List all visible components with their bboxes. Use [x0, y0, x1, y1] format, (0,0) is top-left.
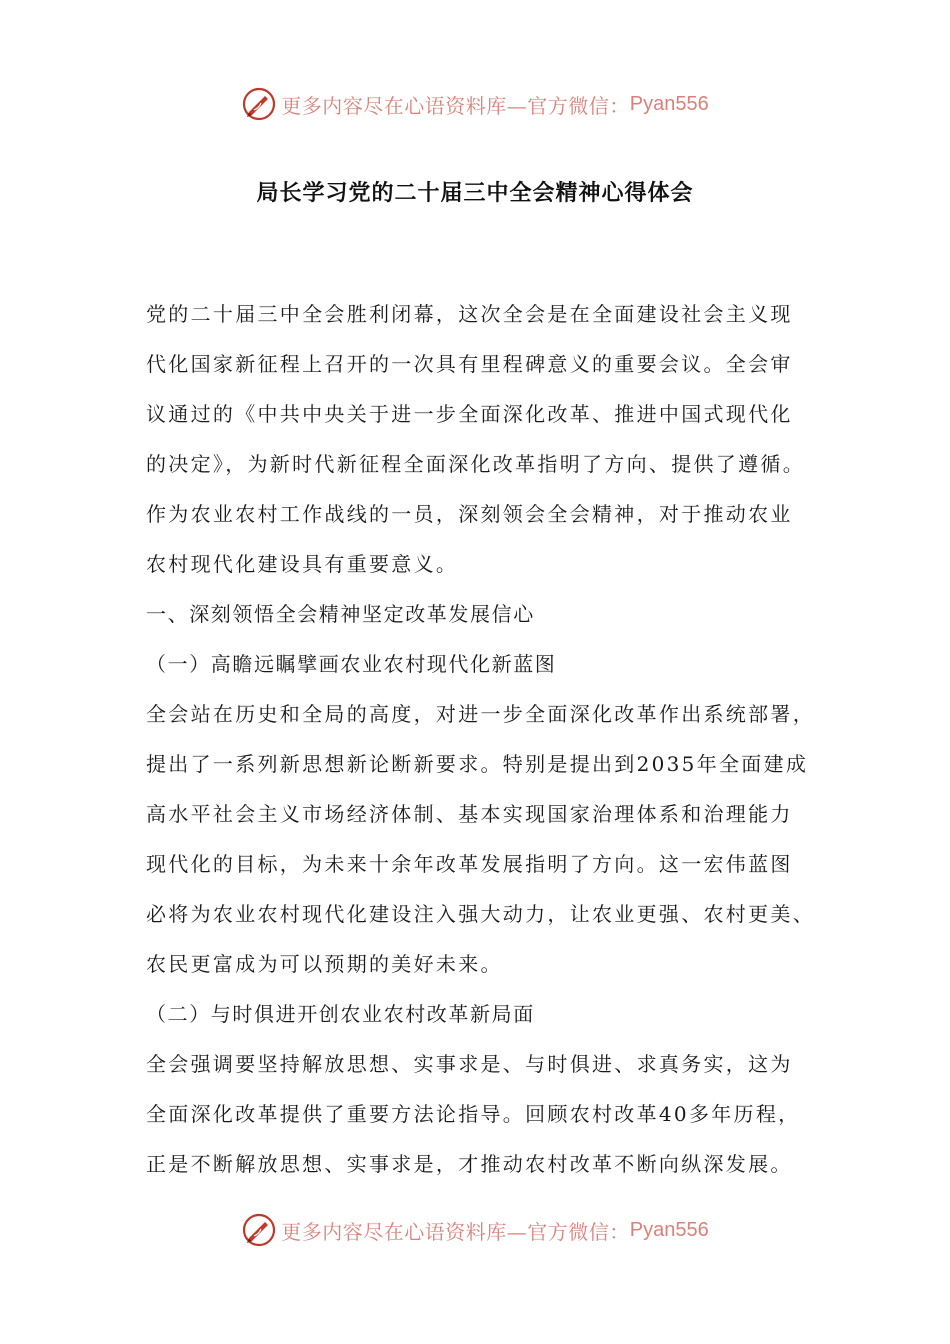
- body-line: 现代化的目标，为未来十余年改革发展指明了方向。这一宏伟蓝图: [146, 852, 793, 876]
- pen-logo-icon: [241, 1212, 277, 1248]
- body-line: 代化国家新征程上召开的一次具有里程碑意义的重要会议。全会审: [146, 352, 793, 376]
- pen-logo-icon: [241, 86, 277, 122]
- body-line: 作为农业农村工作战线的一员，深刻领会全会精神，对于推动农业: [146, 502, 793, 526]
- subsection-heading: （二）与时俱进开创农业农村改革新局面: [146, 1002, 535, 1026]
- document-title: 局长学习党的二十届三中全会精神心得体会: [256, 181, 694, 206]
- body-line: 党的二十届三中全会胜利闭幕，这次全会是在全面建设社会主义现: [146, 302, 793, 326]
- body-line: 全会站在历史和全局的高度，对进一步全面深化改革作出系统部署，: [146, 702, 815, 726]
- header-watermark-banner: [0, 82, 950, 126]
- body-line: 必将为农业农村现代化建设注入强大动力，让农业更强、农村更美、: [146, 902, 815, 926]
- banner-wechat-id: Pyan556: [629, 1218, 709, 1241]
- section-heading: 一、深刻领悟全会精神坚定改革发展信心: [146, 602, 535, 626]
- banner-wechat-id: Pyan556: [629, 92, 709, 115]
- body-line: 全面深化改革提供了重要方法论指导。回顾农村改革40多年历程，: [146, 1102, 801, 1126]
- body-line: 议通过的《中共中央关于进一步全面深化改革、推进中国式现代化: [146, 402, 793, 426]
- body-line: 农村现代化建设具有重要意义。: [146, 552, 459, 576]
- body-line: 的决定》，为新时代新征程全面深化改革指明了方向、提供了遵循。: [146, 452, 805, 476]
- footer-watermark-banner: [0, 1208, 950, 1252]
- body-line: 提出了一系列新思想新论断新要求。特别是提出到2035年全面建成: [146, 752, 809, 776]
- body-line: 正是不断解放思想、实事求是，才推动农村改革不断向纵深发展。: [146, 1152, 793, 1176]
- body-line: 农民更富成为可以预期的美好未来。: [146, 952, 503, 976]
- body-line: 全会强调要坚持解放思想、实事求是、与时俱进、求真务实，这为: [146, 1052, 793, 1076]
- document-body: [146, 292, 826, 1192]
- body-line: 高水平社会主义市场经济体制、基本实现国家治理体系和治理能力: [146, 802, 793, 826]
- banner-text: 更多内容尽在心语资料库—官方微信：: [281, 93, 630, 118]
- banner-text: 更多内容尽在心语资料库—官方微信：: [281, 1219, 630, 1244]
- subsection-heading: （一）高瞻远瞩擘画农业农村现代化新蓝图: [146, 652, 557, 676]
